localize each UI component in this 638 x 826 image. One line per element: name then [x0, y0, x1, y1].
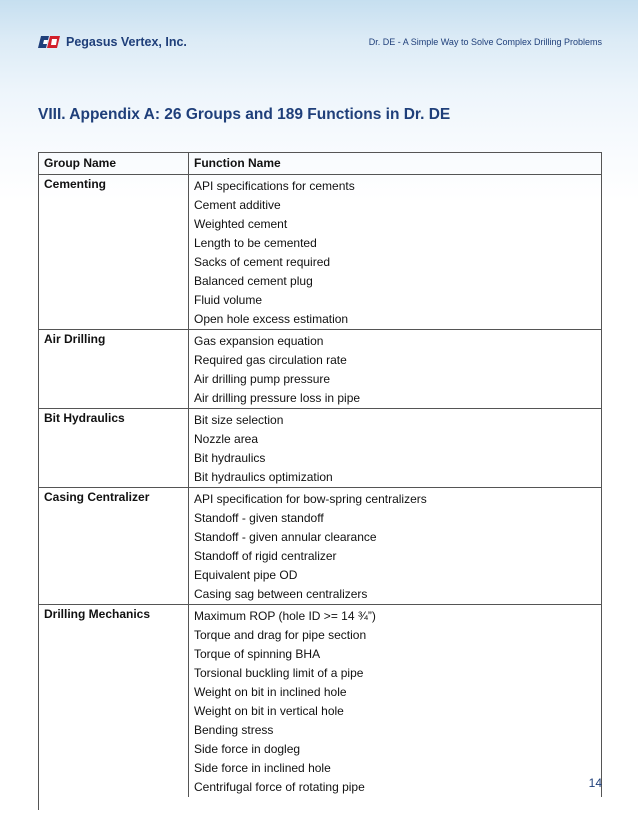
- table-body: [39, 175, 602, 798]
- group-cell: [39, 605, 189, 798]
- function-name: Nozzle area: [194, 432, 259, 446]
- group-cell: [39, 175, 189, 330]
- function-name: Standoff - given annular clearance: [194, 530, 377, 544]
- function-name: Weighted cement: [194, 217, 288, 231]
- function-name: Fluid volume: [194, 293, 263, 307]
- function-name: Air drilling pump pressure: [194, 372, 331, 386]
- function-name: Bit hydraulics: [194, 451, 266, 465]
- function-name: Bit size selection: [194, 413, 284, 427]
- function-name: Balanced cement plug: [194, 274, 313, 288]
- group-cell: [39, 409, 189, 488]
- function-name: Weight on bit in vertical hole: [194, 704, 344, 718]
- table-row: [39, 605, 602, 798]
- function-name: API specification for bow-spring centralizers: [194, 492, 427, 506]
- table-row: [39, 330, 602, 409]
- function-name: Torsional buckling limit of a pipe: [194, 666, 364, 680]
- functions-table: [38, 152, 602, 797]
- function-name: Equivalent pipe OD: [194, 568, 298, 582]
- table-header-row: [39, 153, 602, 175]
- function-name: Maximum ROP (hole ID >= 14 ¾”): [194, 609, 376, 623]
- function-name: Required gas circulation rate: [194, 353, 347, 367]
- function-name: Torque and drag for pipe section: [194, 628, 367, 642]
- function-name: Standoff - given standoff: [194, 511, 324, 525]
- group-name: Casing Centralizer: [44, 490, 150, 504]
- company-name: Pegasus Vertex, Inc.: [66, 35, 187, 49]
- function-cell: [189, 330, 602, 409]
- group-name: Drilling Mechanics: [44, 607, 151, 621]
- group-name: Air Drilling: [44, 332, 106, 346]
- company-logo-icon: [38, 36, 60, 48]
- function-cell: [189, 409, 602, 488]
- function-name: Side force in dogleg: [194, 742, 301, 756]
- function-name: Side force in inclined hole: [194, 761, 331, 775]
- function-name: Bending stress: [194, 723, 274, 737]
- function-name: Weight on bit in inclined hole: [194, 685, 347, 699]
- column-header-group: Group Name: [39, 153, 189, 175]
- function-cell: [189, 175, 602, 330]
- function-cell: [189, 488, 602, 605]
- column-header-function: Function Name: [189, 153, 602, 175]
- page-header: [38, 33, 602, 51]
- function-name: Open hole excess estimation: [194, 312, 349, 326]
- function-name: API specifications for cements: [194, 179, 355, 193]
- function-name: Bit hydraulics optimization: [194, 470, 333, 484]
- document-tagline: Dr. DE - A Simple Way to Solve Complex Drilling Problems: [368, 37, 602, 47]
- table-row: [39, 488, 602, 605]
- group-cell: [39, 488, 189, 605]
- table-continuation-rule: [38, 765, 39, 810]
- page-number: 14: [588, 776, 602, 790]
- table-row: [39, 409, 602, 488]
- section-title: VIII. Appendix A: 26 Groups and 189 Functions in Dr. DE: [38, 106, 451, 123]
- function-name: Standoff of rigid centralizer: [194, 549, 337, 563]
- function-cell: [189, 605, 602, 798]
- group-name: Bit Hydraulics: [44, 411, 125, 425]
- function-name: Casing sag between centralizers: [194, 587, 368, 601]
- table-row: [39, 175, 602, 330]
- brand: [38, 35, 187, 49]
- group-cell: [39, 330, 189, 409]
- function-name: Cement additive: [194, 198, 281, 212]
- function-name: Length to be cemented: [194, 236, 317, 250]
- function-name: Centrifugal force of rotating pipe: [194, 780, 365, 794]
- group-name: Cementing: [44, 177, 107, 191]
- function-name: Air drilling pressure loss in pipe: [194, 391, 361, 405]
- function-name: Sacks of cement required: [194, 255, 331, 269]
- function-name: Gas expansion equation: [194, 334, 324, 348]
- function-name: Torque of spinning BHA: [194, 647, 321, 661]
